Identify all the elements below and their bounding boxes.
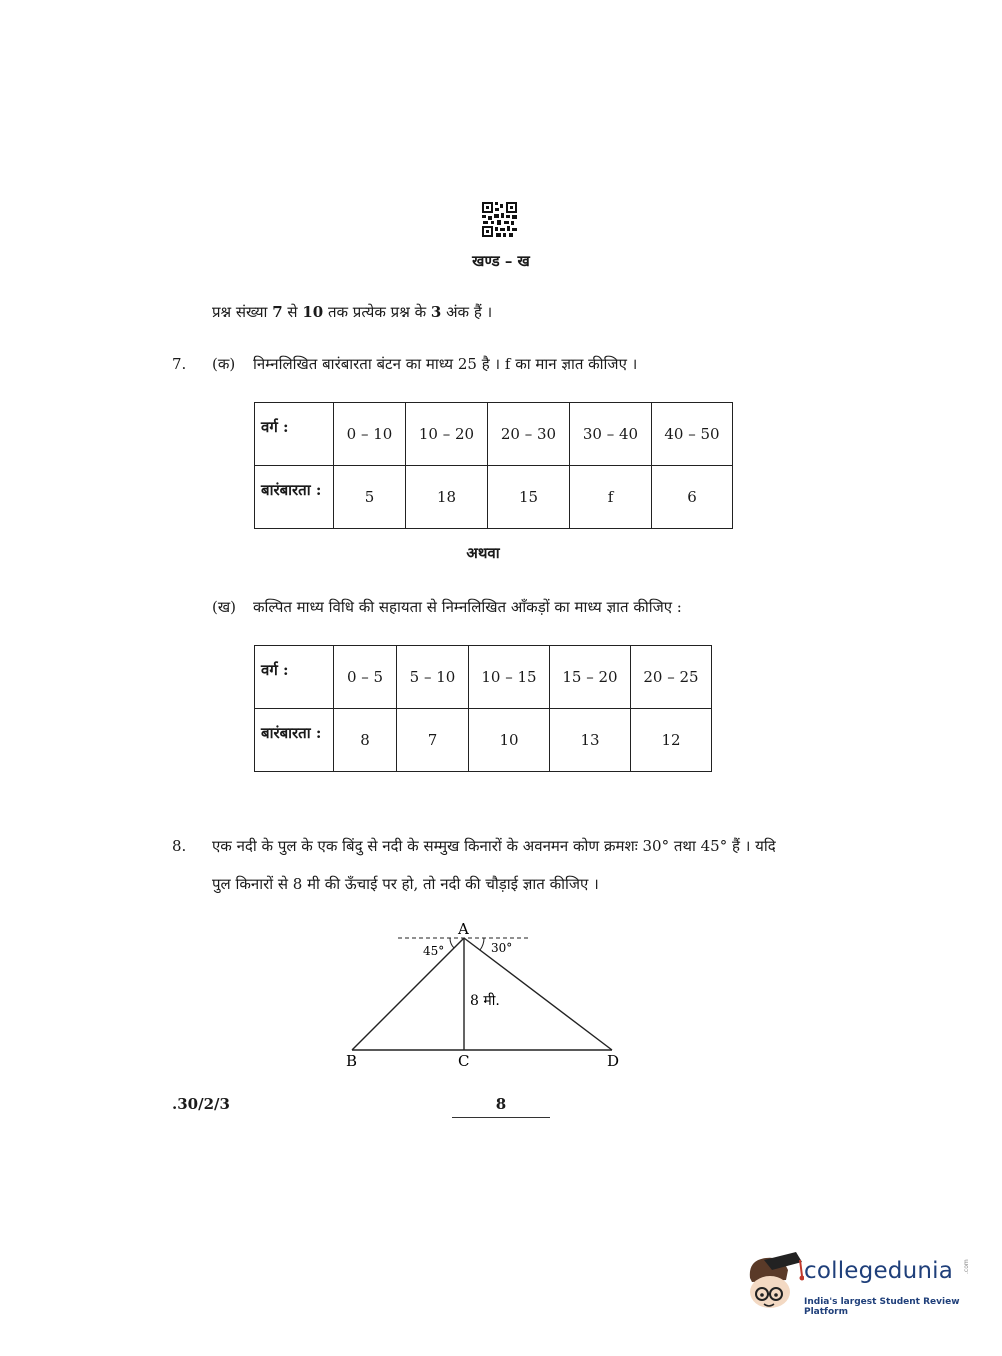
height-label: 8 मी. [470,993,500,1009]
table-cell: 10 [469,709,550,772]
collegedunia-mascot-icon [742,1250,804,1312]
angle-45-label: 45° [423,944,445,958]
question-8-line-2: पुल किनारों से 8 मी की ऊँचाई पर हो, तो नदी की चौड़ाई ज्ञात कीजिए । [212,875,599,893]
line-ab [352,938,464,1050]
table-cell: 0 – 5 [334,646,397,709]
table-cell: 6 [652,466,733,529]
frequency-table-a [254,402,733,529]
table-header-frequency: बारंबारता : [255,466,334,529]
table-cell: 30 – 40 [570,403,652,466]
table-cell: 12 [631,709,712,772]
question-7a-text: निम्नलिखित बारंबारता बंटन का माध्य 25 है । f का मान ज्ञात कीजिए । [253,355,638,373]
table-cell: 10 – 15 [469,646,550,709]
table-row [255,466,733,529]
point-b-label: B [346,1052,358,1070]
table-cell: 10 – 20 [406,403,488,466]
table-row [255,709,712,772]
question-7-number: 7. [172,355,187,373]
table-cell: 18 [406,466,488,529]
table-cell: 5 [334,466,406,529]
brand-tagline: India's largest Student Review Platform [804,1297,960,1317]
table-cell: 13 [550,709,631,772]
table-cell: f [570,466,652,529]
table-cell: 7 [397,709,469,772]
table-header-frequency: बारंबारता : [255,709,334,772]
question-7b-text: कल्पित माध्य विधि की सहायता से निम्नलिखित आँकड़ों का माध्य ज्ञात कीजिए : [253,598,682,616]
instruction-text: प्रश्न संख्या 7 से 10 तक प्रत्येक प्रश्न के 3 अंक हैं । [212,303,493,321]
table-header-class: वर्ग : [255,646,334,709]
table-cell: 20 – 25 [631,646,712,709]
angle-30-label: 30° [491,941,513,955]
or-label: अथवा [466,544,500,562]
table-cell: 15 [488,466,570,529]
qr-code-icon [481,201,518,238]
table-cell: 5 – 10 [397,646,469,709]
point-c-label: C [458,1052,470,1070]
brand-name: collegedunia [804,1258,954,1284]
angle-arc-right [480,938,484,950]
question-7b-label: (ख) [212,598,236,616]
section-title: खण्ड – ख [472,252,530,270]
table-cell: 40 – 50 [652,403,733,466]
table-cell: 15 – 20 [550,646,631,709]
page-number: 8 [495,1095,507,1113]
table-row [255,403,733,466]
page-number-underline [452,1117,550,1118]
table-cell: 8 [334,709,397,772]
question-8-line-1: एक नदी के पुल के एक बिंदु से नदी के सम्मुख किनारों के अवनमन कोण क्रमशः 30° तथा 45° हैं । यदि [212,837,776,855]
table-cell: 20 – 30 [488,403,570,466]
bridge-angle-figure [330,918,640,1078]
table-cell: 0 – 10 [334,403,406,466]
question-7a-label: (क) [212,355,236,373]
question-8-number: 8. [172,837,187,855]
paper-code: .30/2/3 [172,1095,230,1113]
table-header-class: वर्ग : [255,403,334,466]
point-a-label: A [458,920,469,938]
frequency-table-b [254,645,712,772]
angle-arc-left [450,938,454,948]
brand-domain: .com [963,1259,970,1274]
point-d-label: D [607,1052,620,1070]
table-row [255,646,712,709]
